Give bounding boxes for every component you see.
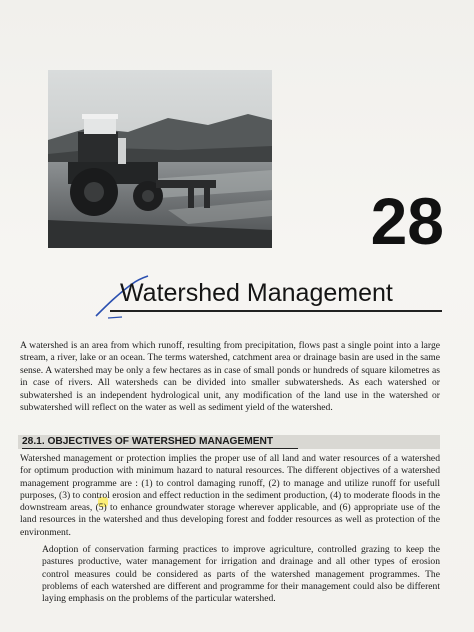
- chapter-photo: [48, 70, 272, 248]
- section-heading-text: 28.1. OBJECTIVES OF WATERSHED MANAGEMENT: [22, 436, 274, 447]
- chapter-number: 28: [370, 184, 444, 258]
- tractor-photo-image: [48, 70, 272, 248]
- chapter-title: Watershed Management: [120, 279, 393, 307]
- title-rule: [110, 310, 442, 312]
- section-paragraph-1: Watershed management or protection implies the proper use of all land and water resources of a watershed for optimum production with minimum hazard to natural resources. The different objectives of a watershed management programme are : (1) to control damaging runoff, (2) to manage and utilize runoff for usefull purposes, (3) to control erosion and effect reduction in the sediment production, (4) to moderate floods in the downstream areas, (5) to enhance groundwater storage wherever applicable, and (6) appropriate use of the land resources in the watershed and thus developing forest and fodder resources as well as protection of the environment.: [20, 453, 440, 538]
- section-paragraph-2: Adoption of conservation farming practices to improve agriculture, controlled grazing to keep the pastures productive, water management for irrigation and drainage and all other types of erosion control measures could be considered as parts of the watershed management programmes. The problems of each watershed are different and programme for their management could also be different laying emphasis on the problems of the particular watershed.: [42, 544, 440, 605]
- section-heading: [22, 436, 422, 448]
- section-paragraph-2-wrap: [20, 544, 440, 605]
- section-heading-underline: [22, 448, 298, 449]
- intro-paragraph: A watershed is an area from which runoff, resulting from precipitation, flows past a single point into a large stream, a river, lake or an ocean. The terms watershed, catchment area or drainage basin are used in the same sense. A watershed may be only a few hectares as in case of small ponds or hundreds of square kilometres as in case of rivers. All watersheds can be divided into smaller subwatersheds. As each watershed or subwatershed is an independent hydrological unit, any modification of the land use in the watershed or subwatershed will reflect on the water as well as sediment yield of the watershed.: [20, 340, 440, 414]
